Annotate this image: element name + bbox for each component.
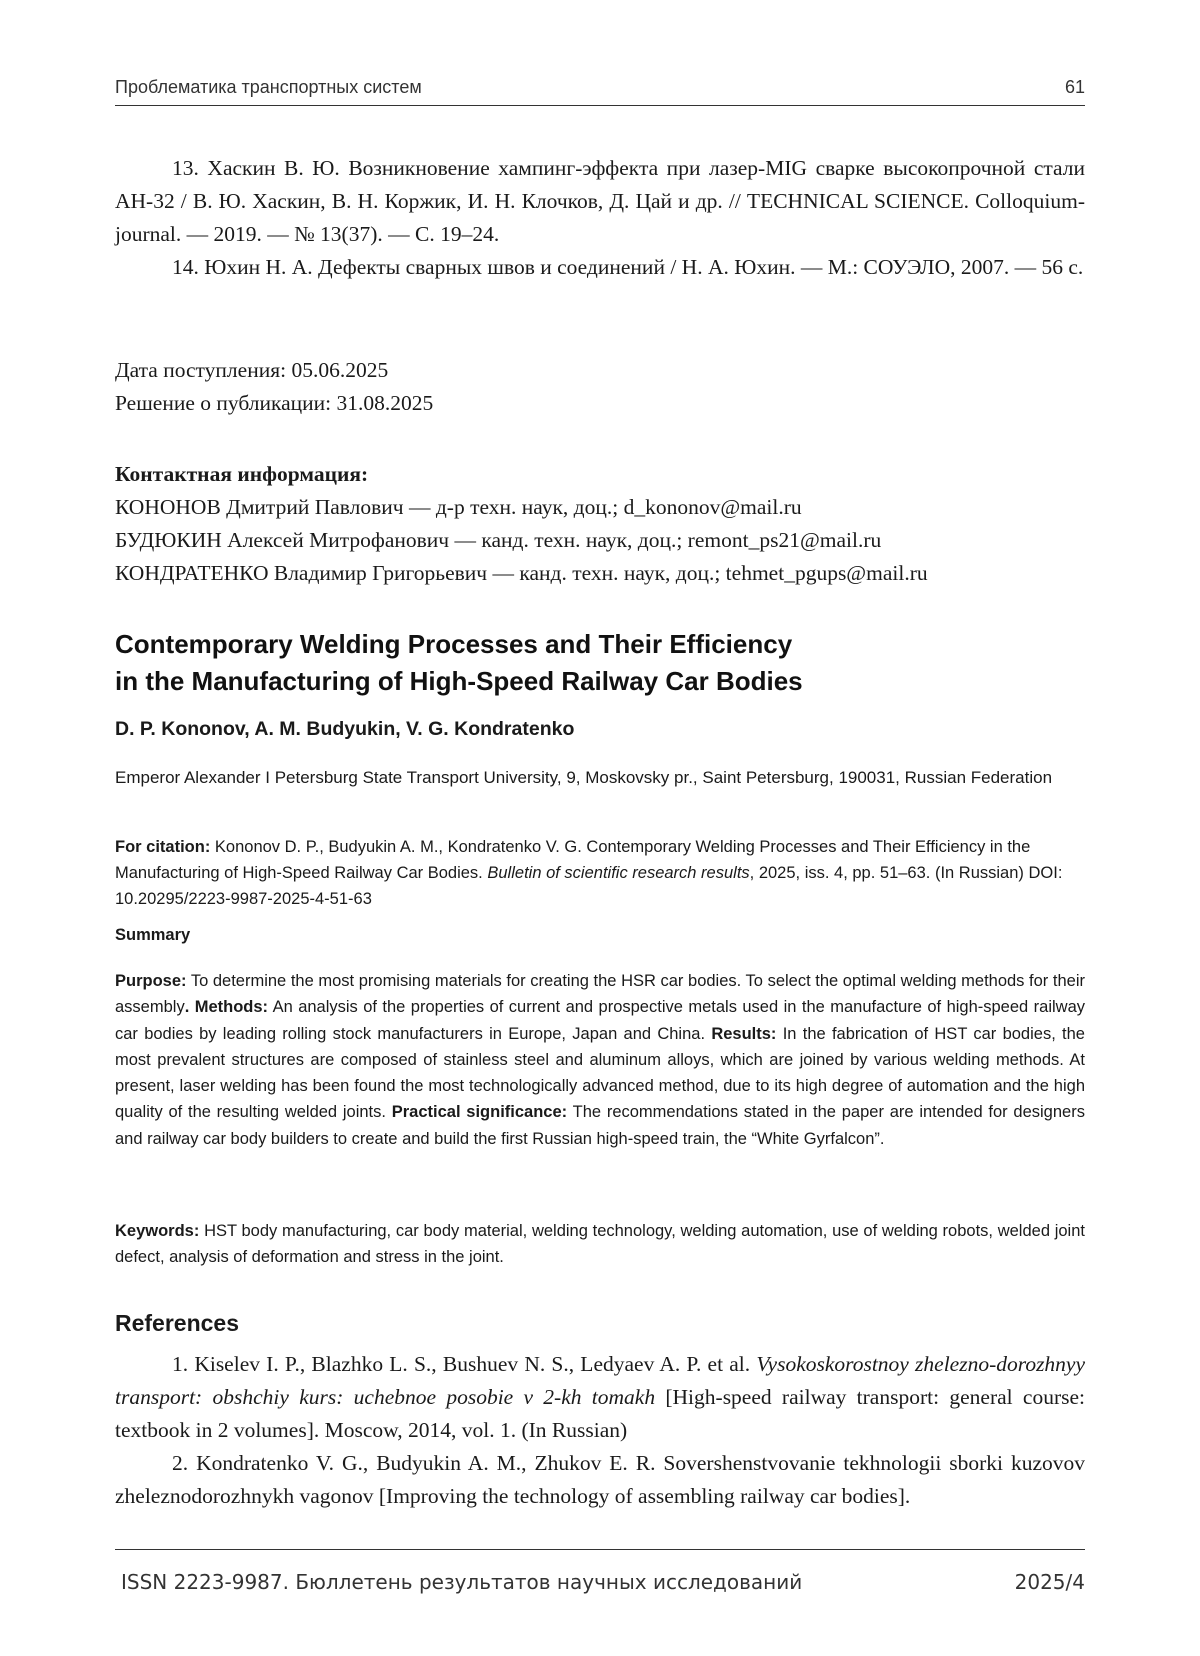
methods-text: An analysis of the properties of current and prospective metals used in the manufacture of high-speed railway car bodies by leading rolling stock manufacturers in Europe, Japan and China.	[115, 998, 1085, 1043]
significance-text: The recommendations stated in the paper are intended for designers and railway car body builders to create and build the first Russian high-speed train, the “White Gyrfalcon”.	[115, 1103, 1085, 1148]
article-title-english	[115, 626, 1085, 700]
results-text: In the fabrication of HST car bodies, the most prevalent structures are composed of stainless steel and aluminum alloys, which are joined by various welding methods. At present, laser welding has been found the most technologically advanced method, due to its high degree of automation and the high quality of the resulting welded joints.	[115, 1024, 1085, 1122]
purpose-text: To determine the most promising materials for creating the HSR car bodies. To select the optimal welding methods for their assembly	[115, 972, 1085, 1017]
keywords-text: HST body manufacturing, car body material, welding technology, welding automation, use of welding robots, welded joint defect, analysis of deformation and stress in the joint.	[115, 1222, 1085, 1266]
reference-1-details: [High-speed railway transport: general course: textbook in 2 volumes]. Moscow, 2014, vol. 1. (In Russian)	[115, 1385, 1085, 1442]
reference-item: 2. Kondratenko V. G., Budyukin A. M., Zhukov E. R. Sovershenstvovanie tekhnologii sborki kuzovov zheleznodorozhnykh vagonov [Improving the technology of assembling railway car bodies].	[115, 1451, 1085, 1508]
summary-abstract	[115, 968, 1085, 1152]
citation-text: Kononov D. P., Budyukin A. M., Kondratenko V. G. Contemporary Welding Processes and Their Efficiency in the Manufacturing of High-Speed Railway Car Bodies.	[115, 838, 1031, 882]
contact-information	[115, 458, 1085, 590]
reference-item: 14. Юхин Н. А. Дефекты сварных швов и соединений / Н. А. Юхин. — М.: СОУЭЛО, 2007. — 56 с.	[172, 255, 1084, 279]
summary-heading: Summary	[115, 926, 191, 944]
reference-1-authors: 1. Kiselev I. P., Blazhko L. S., Bushuev N. S., Ledyaev A. P. et al.	[172, 1352, 751, 1376]
contact-person: БУДЮКИН Алексей Митрофанович — канд. техн. наук, доц.; remont_ps21@mail.ru	[115, 528, 882, 552]
journal-section-title: Проблематика транспортных систем	[115, 77, 422, 97]
publication-dates	[115, 354, 1085, 420]
running-header	[115, 73, 1085, 106]
keywords	[115, 1218, 1085, 1270]
reference-item	[115, 1348, 1085, 1447]
received-date: Дата поступления: 05.06.2025	[115, 358, 389, 382]
results-label: Results:	[711, 1024, 777, 1043]
references-list	[115, 1348, 1085, 1513]
running-footer	[121, 1570, 1085, 1594]
citation-journal: Bulletin of scientific research results	[487, 864, 750, 882]
russian-references-continued	[115, 152, 1085, 284]
reference-item: 13. Хаскин В. Ю. Возникновение хампинг-эффекта при лазер-MIG сварке высокопрочной стали АН-32 / В. Ю. Хаскин, В. Н. Коржик, И. Н. Клочков, Д. Цай и др. // TECHNICAL SCIENCE. Colloquium-journal. — 2019. — № 13(37). — С. 19–24.	[115, 156, 1085, 246]
contact-person: КОНДРАТЕНКО Владимир Григорьевич — канд. техн. наук, доц.; tehmet_pgups@mail.ru	[115, 561, 928, 585]
reference-1-title: Vysokoskorostnoy zhelezno-dorozhnyy transport: obshchiy kurs: uchebnoe posobie v 2-kh tomakh	[115, 1352, 1086, 1409]
keywords-label: Keywords:	[115, 1222, 200, 1240]
accepted-date: Решение о публикации: 31.08.2025	[115, 391, 434, 415]
footer-divider	[115, 1549, 1085, 1550]
title-line: Contemporary Welding Processes and Their Efficiency	[115, 629, 793, 659]
contact-heading: Контактная информация:	[115, 462, 369, 486]
citation	[115, 834, 1085, 912]
authors: D. P. Kononov, A. M. Budyukin, V. G. Kondratenko	[115, 718, 575, 740]
methods-label: . Methods:	[184, 998, 269, 1017]
contact-person: КОНОНОВ Дмитрий Павлович — д-р техн. наук, доц.; d_kononov@mail.ru	[115, 495, 802, 519]
page-number: 61	[1064, 77, 1085, 97]
references-heading: References	[115, 1310, 240, 1336]
purpose-label: Purpose:	[115, 972, 187, 990]
issue-number: 2025/4	[1014, 1570, 1085, 1594]
significance-label: Practical significance:	[391, 1103, 568, 1122]
title-line: in the Manufacturing of High-Speed Railway Car Bodies	[115, 666, 803, 696]
citation-tail: , 2025, iss. 4, pp. 51–63. (In Russian) DOI: 10.20295/2223-9987-2025-4-51-63	[115, 864, 1063, 908]
affiliation: Emperor Alexander I Petersburg State Transport University, 9, Moskovsky pr., Saint Petersburg, 190031, Russian Federation	[115, 768, 1053, 787]
issn-journal-title: ISSN 2223-9987. Бюллетень результатов научных исследований	[121, 1570, 803, 1594]
citation-label: For citation:	[115, 838, 211, 856]
